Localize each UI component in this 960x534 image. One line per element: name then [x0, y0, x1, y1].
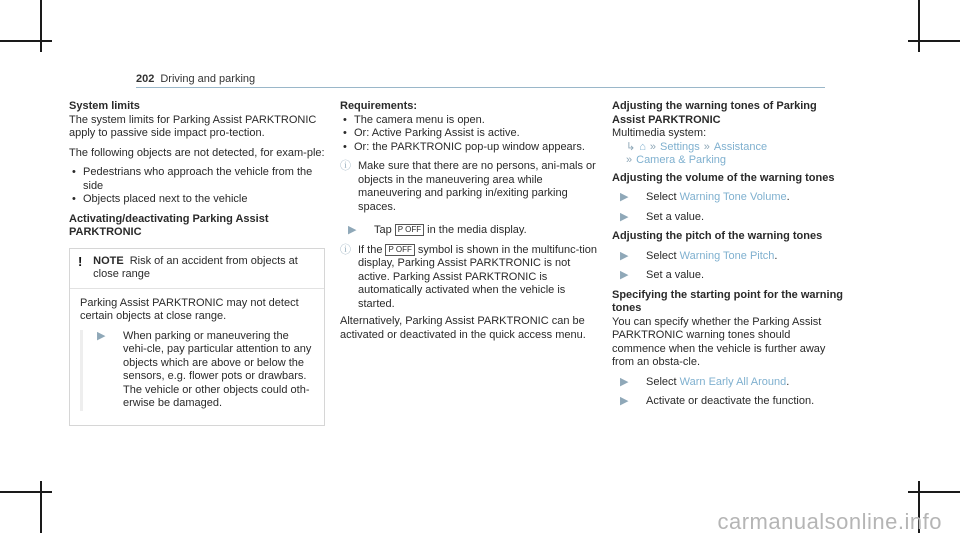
adjusting-title: Adjusting the warning tones of Parking Assist PARKTRONIC — [612, 100, 817, 126]
arrow-icon: ▶ — [620, 395, 629, 407]
crop-mark — [0, 491, 52, 493]
arrow-icon: ▶ — [620, 249, 629, 262]
warning-icon: ! — [78, 253, 83, 269]
path-assistance: Assistance — [713, 140, 768, 153]
list-item: • Or: Active Parking Assist is active. — [340, 127, 602, 141]
system-limits-title: System limits — [69, 100, 140, 112]
path-camera: Camera & Parking — [636, 154, 726, 166]
pitch-title: Adjusting the pitch of the warning tones — [612, 230, 823, 242]
starting-point-title: Specifying the starting point for the warning tones — [612, 288, 844, 314]
info-icon: ⓘ — [340, 160, 351, 172]
arrow-icon: ▶ — [97, 329, 106, 342]
column-1 — [69, 100, 325, 426]
note-title: NOTE — [93, 254, 124, 267]
crop-mark — [0, 40, 52, 42]
step: ▶ Select Warn Early All Around. — [612, 376, 847, 390]
parktronic-off-key-icon: P OFF — [385, 244, 414, 256]
arrow-icon: ▶ — [620, 210, 629, 223]
step: ▶ Set a value. — [612, 269, 847, 283]
note-box — [69, 248, 325, 426]
requirements-list — [340, 114, 602, 155]
chevron-right-icon: » — [626, 154, 633, 166]
requirements-title: Requirements: — [340, 100, 418, 112]
arrow-icon: ▶ — [620, 191, 629, 203]
list-item: • Pedestrians who approach the vehicle from the side — [69, 166, 325, 193]
note-header — [70, 249, 324, 289]
arrow-icon: ▶ — [348, 224, 357, 236]
following-objects-text: The following objects are not detected, for exam-ple: — [69, 146, 325, 159]
list-item: • Or: the PARKTRONIC pop-up window appears. — [340, 141, 602, 155]
warning-tone-pitch-link: Warning Tone Pitch — [679, 249, 775, 262]
crop-mark — [40, 481, 42, 533]
page-number: 202 — [136, 73, 155, 85]
section-title: Driving and parking — [160, 73, 256, 85]
crop-mark — [40, 0, 42, 52]
note-step: ▶ When parking or maneuvering the vehi-cle, pay particular attention to any objects which are above or below the sensors, e.g. flower pots or drawbars. The vehicle or other objects could oth-erwise be damaged. — [89, 330, 314, 411]
note-body — [70, 289, 324, 425]
arrow-icon: ▶ — [620, 375, 629, 388]
chevron-right-icon: » — [649, 140, 656, 153]
info-note: ⓘ Make sure that there are no persons, ani-mals or objects in the maneuvering area while maneuvering and parking in/exiting parking spaces. — [340, 160, 596, 213]
multimedia-label: Multimedia system: — [612, 127, 707, 139]
objects-list — [69, 166, 325, 207]
menu-path — [612, 141, 847, 168]
volume-title: Adjusting the volume of the warning tones — [612, 171, 835, 184]
note-text: Parking Assist PARKTRONIC may not detect certain objects at close range. — [80, 296, 299, 322]
system-limits-text: The system limits for Parking Assist PARKTRONIC apply to passive side impact pro-tection. — [69, 113, 317, 139]
column-3 — [612, 100, 847, 415]
arrow-icon: ▶ — [620, 269, 629, 281]
info-icon: ⓘ — [340, 243, 351, 256]
alternative-text: Alternatively, Parking Assist PARKTRONIC can be activated or deactivated in the quick access menu. — [340, 315, 586, 341]
parktronic-off-key-icon: P OFF — [395, 224, 424, 236]
list-item: • The camera menu is open. — [340, 114, 602, 128]
step: ▶ Activate or deactivate the function. — [612, 395, 847, 409]
step: ▶ Set a value. — [612, 211, 847, 225]
crop-mark — [908, 491, 960, 493]
starting-point-text: You can specify whether the Parking Assist PARKTRONIC warning tones should commence when the vehicle is further away from an obsta-cle. — [612, 315, 826, 368]
return-arrow-icon: ↳ — [626, 140, 636, 153]
home-icon: ⌂ — [639, 140, 646, 153]
tap-step: ▶ Tap P OFF in the media display. — [340, 224, 602, 238]
watermark: carmanualsonline.info — [717, 508, 942, 534]
activating-title: Activating/deactivating Parking Assist PARKTRONIC — [69, 212, 269, 238]
step: ▶ Select Warning Tone Volume. — [612, 191, 847, 205]
warn-early-link: Warn Early All Around — [679, 375, 787, 388]
page-header — [136, 73, 255, 87]
header-rule — [136, 87, 825, 88]
crop-mark — [918, 0, 920, 52]
note-subtitle: Risk of an accident from objects at close range — [93, 254, 298, 280]
step: ▶ Select Warning Tone Pitch. — [612, 250, 847, 264]
warning-tone-volume-link: Warning Tone Volume — [679, 191, 787, 203]
info-note: ⓘ If the P OFF symbol is shown in the multifunc-tion display, Parking Assist PARKTRONIC is not active. Parking Assist PARKTRONIC is automatically activated when the vehicle is started. — [340, 243, 598, 310]
column-2 — [340, 100, 602, 348]
list-item: • Objects placed next to the vehicle — [69, 193, 325, 207]
path-settings: Settings — [660, 140, 700, 153]
crop-mark — [908, 40, 960, 42]
chevron-right-icon: » — [703, 140, 710, 153]
